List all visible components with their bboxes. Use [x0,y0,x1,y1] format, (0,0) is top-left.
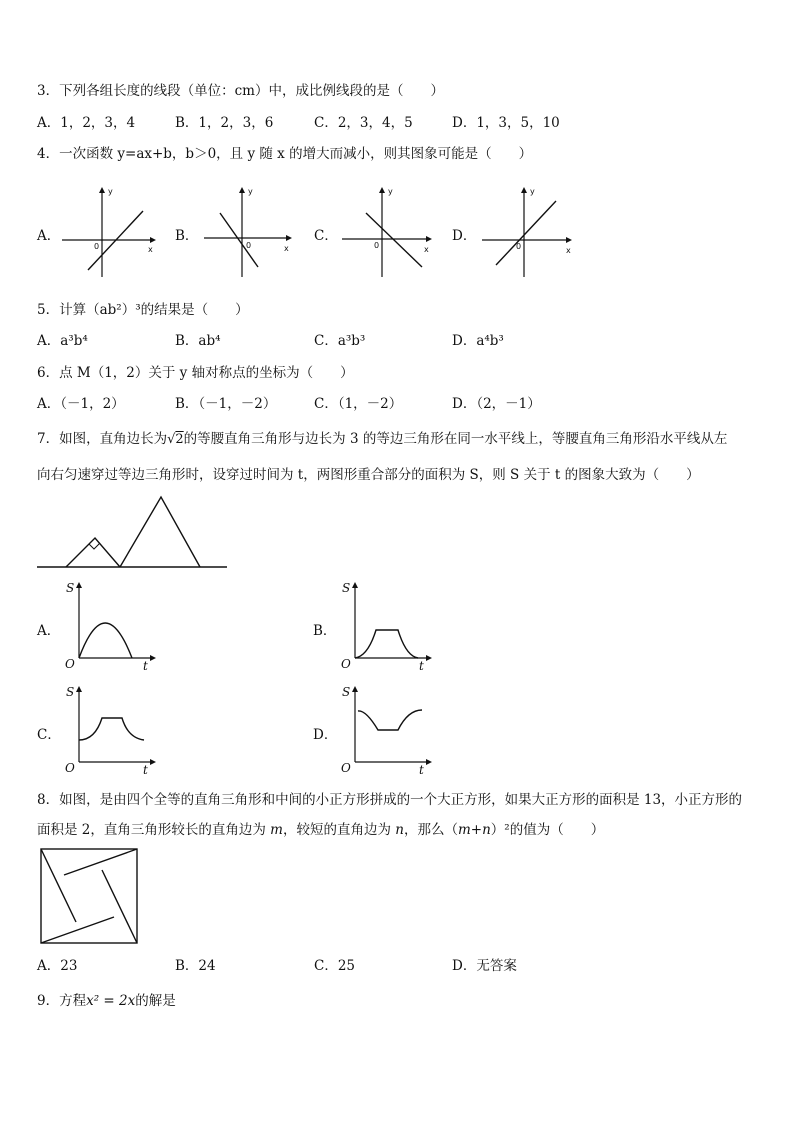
x-axis-label: x [284,244,289,253]
y-arrow-icon [99,187,105,193]
q4-label-d: D． [452,228,477,244]
y-axis-label: y [108,187,113,196]
q3-option-b: B．1，2，3，6 [175,115,274,131]
q8-text-b: ，较短的直角边为 [282,822,396,838]
isosceles-right-triangle [66,538,120,567]
q4-label-a: A． [37,228,61,244]
var-m-plus-n: m+n [457,822,491,838]
q8-option-d: D．无答案 [452,958,517,974]
q4-graph-b [198,185,298,280]
s-axis-label: S [342,581,351,595]
q8-figure [39,847,141,947]
t-axis-label: t [419,659,424,673]
q8-option-c: C．25 [314,958,356,974]
q7-stem-line2: 向右匀速穿过等边三角形时，设穿过时间为 t，两图形重合部分的面积为 S，则 S 关于 t 的图象大致为（ ） [37,467,700,483]
q3-options [37,114,757,132]
q6-option-d: D．（2，－1） [452,396,541,412]
q8-option-a: A．23 [37,958,78,974]
y-arrow-icon [379,187,385,193]
s-arrow-icon [352,582,358,588]
origin-label: O [65,657,75,671]
y-arrow-icon [521,187,527,193]
var-n: n [395,822,404,838]
origin-label: 0 [374,241,380,250]
q3-option-c: C．2，3，4，5 [314,115,413,131]
q8-option-b: B．24 [175,958,216,974]
sqrt-argument: 2 [175,432,184,447]
t-axis-label: t [419,763,424,777]
t-arrow-icon [426,759,432,765]
q7-label-d: D． [313,727,338,743]
q7-graph-c [62,684,157,777]
s-curve [79,623,132,658]
q5-stem: 5．计算（ab²）³的结果是（ ） [37,302,249,318]
s-axis-label: S [66,685,75,699]
triangle-edge [102,870,137,943]
q7-label-b: B． [313,623,337,639]
x-arrow-icon [426,236,432,242]
q9-stem [37,992,176,1010]
t-arrow-icon [426,655,432,661]
x-arrow-icon [566,237,572,243]
triangle-edge [41,917,114,943]
x-axis-label: x [148,245,153,254]
q4-graph-a [60,185,160,280]
q5-option-b: B．ab⁴ [175,333,221,349]
sqrt-symbol: √2 [167,432,184,447]
q8-text-d: ）²的值为（ ） [490,822,605,838]
x-axis-label: x [566,246,571,255]
x-arrow-icon [286,235,292,241]
q9-prefix: 9．方程 [37,993,87,1009]
q8-text-c: ，那么（ [403,822,458,838]
y-axis-label: y [388,187,393,196]
y-axis-label: y [248,187,253,196]
function-line [366,213,422,267]
q7-figure [37,495,232,570]
q3-stem: 3．下列各组长度的线段（单位：cm）中，成比例线段的是（ ） [37,83,444,99]
q8-stem-line1: 8．如图，是由四个全等的直角三角形和中间的小正方形拼成的一个大正方形，如果大正方形的面积是 13，小正方形的 [37,792,743,808]
q5-options [37,332,757,350]
q7-label-a: A． [37,623,61,639]
q7-graph-d [338,684,433,777]
function-line [220,213,258,267]
t-axis-label: t [143,763,148,777]
function-line [496,201,556,265]
triangle-edge [64,849,137,875]
q3-option-a: A．1，2，3，4 [37,115,136,131]
q8-options [37,957,757,975]
q7-label-c: C． [37,727,61,743]
s-curve [79,718,144,740]
q7-graph-b [338,580,433,673]
q7-stem-before: 7．如图，直角边长为 [37,431,168,447]
q4-graph-c [338,185,438,280]
q8-stem-line2 [37,821,604,839]
q6-stem: 6．点 M（1，2）关于 y 轴对称点的坐标为（ ） [37,365,354,381]
y-axis-label: y [530,187,535,196]
origin-label: O [65,761,75,775]
y-arrow-icon [239,187,245,193]
equilateral-triangle [120,497,200,567]
large-square [41,849,137,943]
q8-text-a: 面积是 2，直角三角形较长的直角边为 [37,822,271,838]
q5-option-d: D．a⁴b³ [452,333,504,349]
s-arrow-icon [76,582,82,588]
q9-suffix: 的解是 [135,993,176,1009]
q9-equation: x² = 2x [86,993,136,1009]
origin-label: 0 [94,242,100,251]
t-arrow-icon [150,655,156,661]
t-arrow-icon [150,759,156,765]
s-arrow-icon [76,686,82,692]
triangle-edge [41,849,76,922]
s-arrow-icon [352,686,358,692]
q7-stem [37,430,727,449]
s-curve [358,710,422,730]
s-axis-label: S [342,685,351,699]
origin-label: 0 [246,241,252,250]
origin-label: O [341,761,351,775]
q6-options [37,395,757,413]
q6-option-a: A．（－1，2） [37,396,125,412]
x-axis-label: x [424,245,429,254]
s-axis-label: S [66,581,75,595]
q6-option-c: C．（1，－2） [314,396,403,412]
q3-option-d: D．1，3，5，10 [452,115,560,131]
q7-stem-after: 的等腰直角三角形与边长为 3 的等边三角形在同一水平线上，等腰直角三角形沿水平线从左 [183,431,728,447]
var-m: m [270,822,283,838]
q4-stem: 4．一次函数 y=ax+b，b＞0，且 y 随 x 的增大而减小，则其图象可能是（ ） [37,146,533,162]
origin-label: 0 [516,242,522,251]
q7-graph-a [62,580,157,673]
s-curve [355,630,418,658]
q5-option-c: C．a³b³ [314,333,366,349]
right-angle-mark [89,543,100,549]
q5-option-a: A．a³b⁴ [37,333,88,349]
q4-graph-d [478,185,578,280]
q6-option-b: B．（－1，－2） [175,396,277,412]
x-arrow-icon [150,237,156,243]
q4-label-b: B． [175,228,199,244]
origin-label: O [341,657,351,671]
q4-label-c: C． [314,228,338,244]
t-axis-label: t [143,659,148,673]
